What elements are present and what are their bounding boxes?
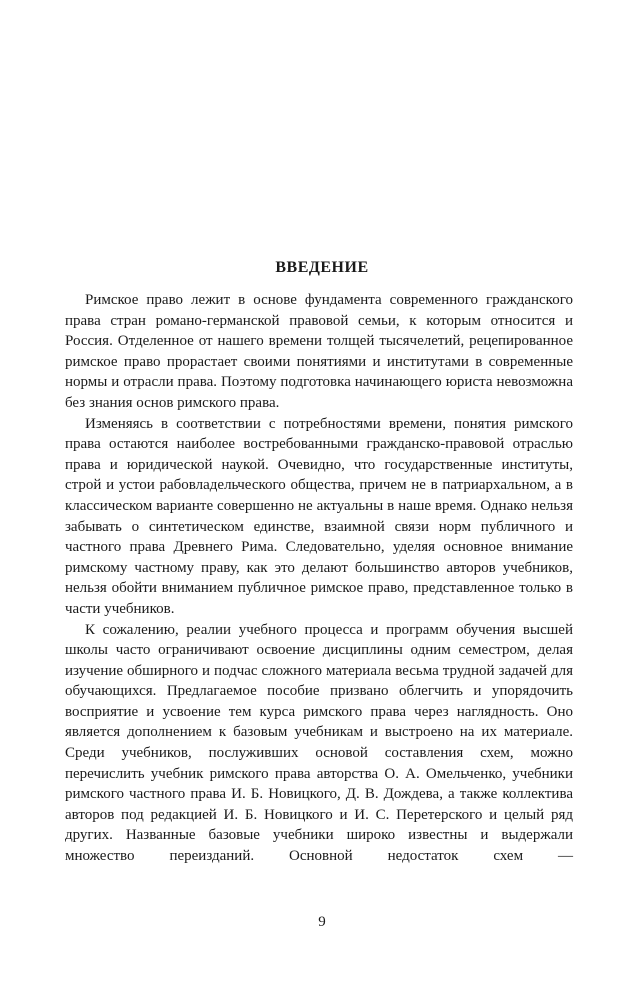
paragraph-1: Римское право лежит в основе фундамента современного гражданского права стран романо-германской правовой семьи, к которым относится и Россия. Отделенное от нашего времени толщей тысячелетий, рецепированное римское право прорастает своими понятиями и институтами в современные нормы и отрасли права. Поэтому подготовка начинающего юриста невозможна без знания основ римского права.	[65, 292, 573, 411]
page-number: 9	[318, 914, 326, 930]
body-text	[65, 290, 573, 867]
paragraph-3: К сожалению, реалии учебного процесса и программ обучения высшей школы часто ограничивают освоение дисциплины одним семестром, делая изучение обширного и подчас сложного материала весьма трудной задачей для обучающихся. Предлагаемое пособие призвано облегчить и упорядочить восприятие и усвоение тем курса римского права через наглядность. Оно является дополнением к базовым учебникам и выстроено на их материале. Среди учебников, послуживших основой составления схем, можно перечислить учебник римского права авторства О. А. Омельченко, учебники римского частного права И. Б. Новицкого, Д. В. Дождева, а также коллектива авторов под редакцией И. Б. Новицкого и И. С. Перетерского и целый ряд других. Названные базовые учебники широко известны и выдержали множество переизданий. Основной недостаток схем —	[65, 621, 573, 865]
page-title: ВВЕДЕНИЕ	[275, 259, 369, 276]
paragraph-2: Изменяясь в соответствии с потребностями времени, понятия римского права остаются наиболее востребованными гражданско-правовой отраслью права и юридической наукой. Очевидно, что государственные институты, строй и устои рабовладельческого общества, причем не в патриархальном, а в классическом варианте совершенно не актуальны в наше время. Однако нельзя забывать о синтетическом единстве, взаимной связи норм публичного и частного права Древнего Рима. Следовательно, уделяя основное внимание римскому частному праву, как это делают большинство авторов учебников, нельзя обойти вниманием публичное римское право, представленное только в части учебников.	[65, 415, 573, 617]
